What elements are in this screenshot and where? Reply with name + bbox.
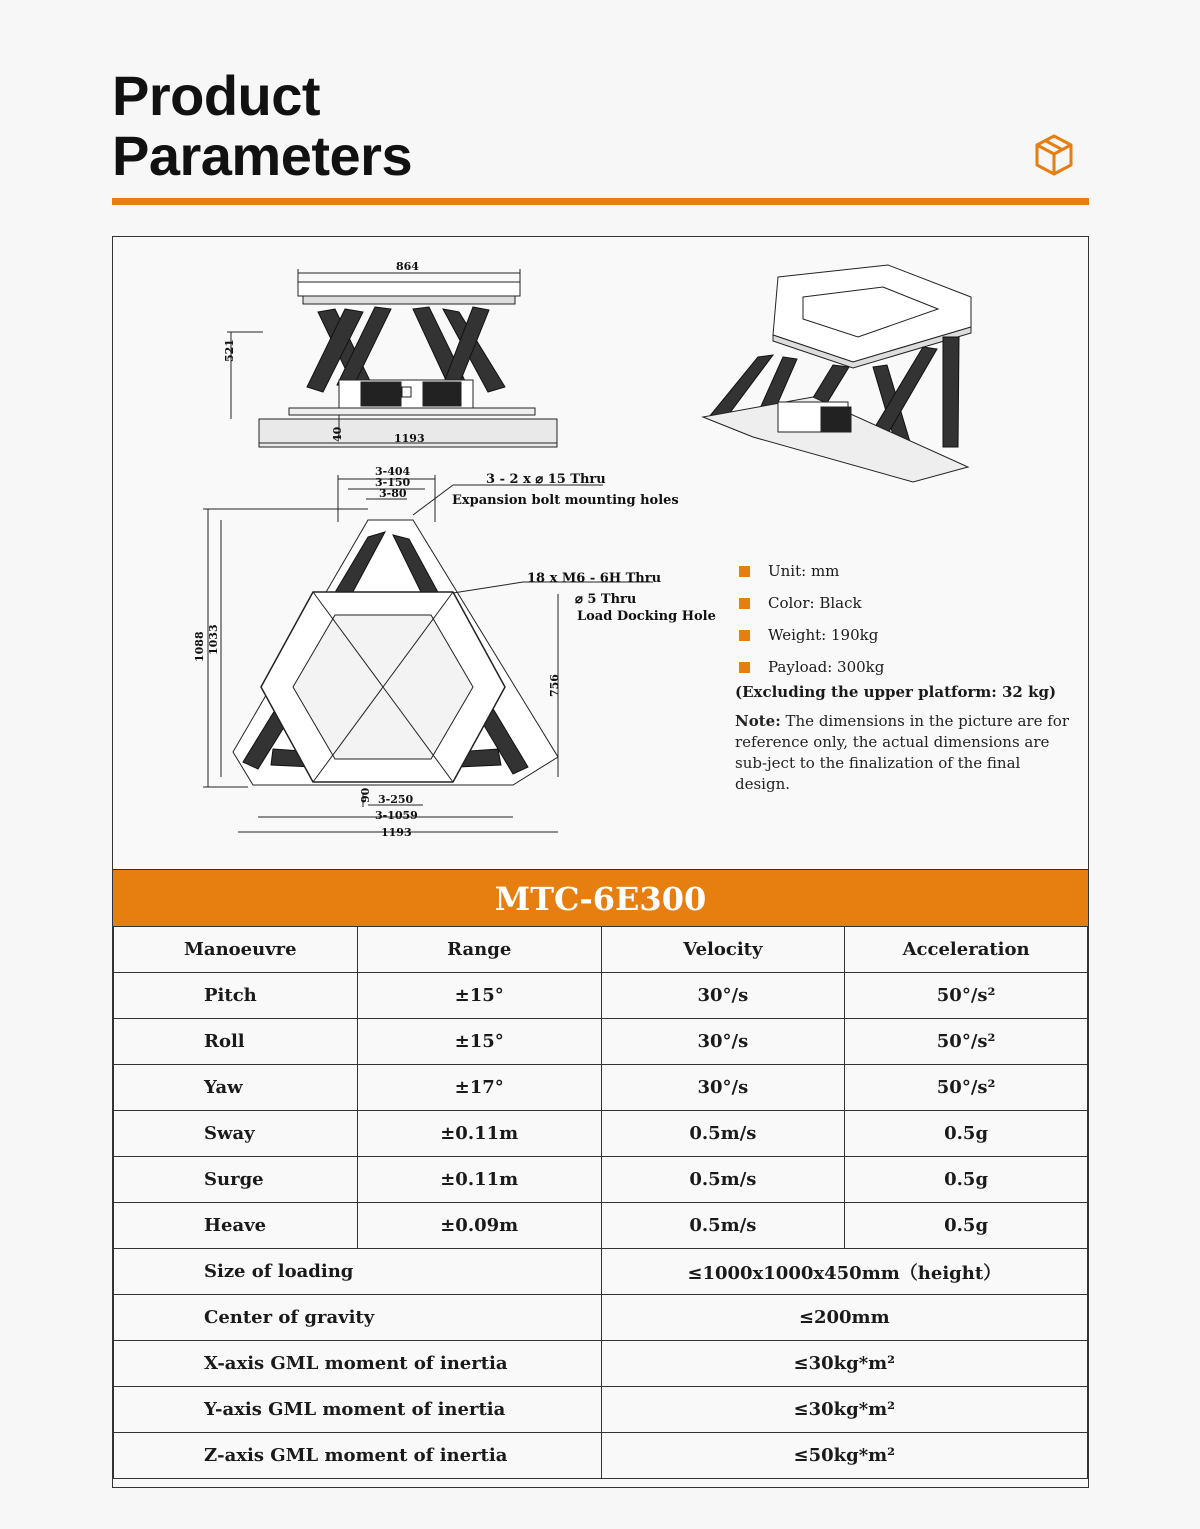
cell: Pitch: [114, 973, 358, 1019]
cell: Surge: [114, 1157, 358, 1203]
bullet-icon: [739, 566, 750, 577]
cell: ≤50kg*m²: [601, 1433, 1087, 1479]
cell: 0.5m/s: [601, 1157, 845, 1203]
cell: ≤200mm: [601, 1295, 1087, 1341]
col-header: Manoeuvre: [114, 927, 358, 973]
col-header: Acceleration: [845, 927, 1088, 973]
table-row: [114, 1433, 1088, 1479]
model-title: MTC-6E300: [113, 869, 1088, 927]
table-row: [114, 1065, 1088, 1111]
parameters-table: [113, 926, 1088, 1479]
dim-40: 40: [331, 426, 344, 442]
spec-item: [735, 619, 1075, 651]
header-rule: [112, 198, 1089, 205]
cell: Center of gravity: [114, 1295, 602, 1341]
dim-521: 521: [223, 339, 236, 362]
spec-weight: Weight: 190kg: [768, 626, 879, 644]
table-row: [114, 1203, 1088, 1249]
title-line-1: Product: [112, 64, 321, 127]
spec-sheet: [112, 236, 1089, 1488]
spec-unit: Unit: mm: [768, 562, 840, 580]
page-title: [112, 66, 412, 186]
cell: 50°/s²: [845, 973, 1088, 1019]
col-header: Range: [357, 927, 601, 973]
cell: ≤1000x1000x450mm（height）: [601, 1249, 1087, 1295]
bullet-icon: [739, 630, 750, 641]
note-text: The dimensions in the picture are for reference only, the actual dimensions are sub-ject to the finalization of the final design.: [735, 712, 1070, 793]
cell: 0.5g: [845, 1157, 1088, 1203]
dim-3-404: 3-404: [375, 465, 411, 478]
cell: 30°/s: [601, 973, 845, 1019]
spec-color: Color: Black: [768, 594, 862, 612]
cell: ±0.11m: [357, 1111, 601, 1157]
dim-1088: 1088: [193, 631, 206, 662]
cell: 0.5g: [845, 1111, 1088, 1157]
dim-3-150: 3-150: [375, 476, 411, 489]
col-header: Velocity: [601, 927, 845, 973]
cell: X-axis GML moment of inertia: [114, 1341, 602, 1387]
table-header-row: [114, 927, 1088, 973]
cell: Roll: [114, 1019, 358, 1065]
cell: 30°/s: [601, 1019, 845, 1065]
cell: ±15°: [357, 1019, 601, 1065]
dim-3-1059: 3-1059: [375, 809, 418, 822]
cell: Size of loading: [114, 1249, 602, 1295]
table-row: [114, 1249, 1088, 1295]
cell: Z-axis GML moment of inertia: [114, 1433, 602, 1479]
holes-spec: 3 - 2 x ⌀ 15 Thru: [486, 472, 606, 487]
table-row: [114, 973, 1088, 1019]
cell: 0.5m/s: [601, 1203, 845, 1249]
top-view: [203, 475, 653, 832]
design-note: [735, 711, 1070, 795]
dim-1193-side: 1193: [394, 432, 425, 445]
table-row: [114, 1111, 1088, 1157]
cell: Heave: [114, 1203, 358, 1249]
dim-864: 864: [396, 260, 419, 273]
note-label: Note:: [735, 712, 781, 730]
bullet-icon: [739, 662, 750, 673]
cell: Sway: [114, 1111, 358, 1157]
cube-icon: [1033, 133, 1075, 177]
cell: 30°/s: [601, 1065, 845, 1111]
table-row: [114, 1157, 1088, 1203]
holes-desc: Expansion bolt mounting holes: [452, 493, 679, 508]
table-row: [114, 1387, 1088, 1433]
spec-list: [735, 555, 1075, 795]
cell: 0.5g: [845, 1203, 1088, 1249]
dim-756: 756: [548, 674, 561, 697]
dim-3-250: 3-250: [378, 793, 414, 806]
spec-item: [735, 587, 1075, 619]
cell: ±15°: [357, 973, 601, 1019]
cell: 0.5m/s: [601, 1111, 845, 1157]
cell: ≤30kg*m²: [601, 1387, 1087, 1433]
table-row: [114, 1295, 1088, 1341]
cell: ±17°: [357, 1065, 601, 1111]
title-line-2: Parameters: [112, 124, 413, 187]
dock-desc: Load Docking Hole: [577, 609, 716, 624]
cell: Yaw: [114, 1065, 358, 1111]
cell: Y-axis GML moment of inertia: [114, 1387, 602, 1433]
dim-3-80: 3-80: [379, 487, 407, 500]
side-view: [227, 269, 557, 447]
cell: 50°/s²: [845, 1019, 1088, 1065]
cell: 50°/s²: [845, 1065, 1088, 1111]
dock-spec: 18 x M6 - 6H Thru: [527, 571, 662, 586]
table-row: [114, 1019, 1088, 1065]
cell: ±0.09m: [357, 1203, 601, 1249]
spec-item: [735, 555, 1075, 587]
dock-spec-2: ⌀ 5 Thru: [575, 592, 637, 607]
spec-payload: Payload: 300kg: [768, 658, 885, 676]
dim-1033: 1033: [207, 624, 220, 655]
spec-excluding: (Excluding the upper platform: 32 kg): [735, 683, 1057, 701]
cell: ±0.11m: [357, 1157, 601, 1203]
isometric-view: [703, 265, 971, 482]
table-row: [114, 1341, 1088, 1387]
dim-90: 90: [359, 787, 372, 803]
bullet-icon: [739, 598, 750, 609]
spec-item: [735, 651, 1075, 683]
cell: ≤30kg*m²: [601, 1341, 1087, 1387]
dim-1193-top: 1193: [381, 826, 412, 839]
